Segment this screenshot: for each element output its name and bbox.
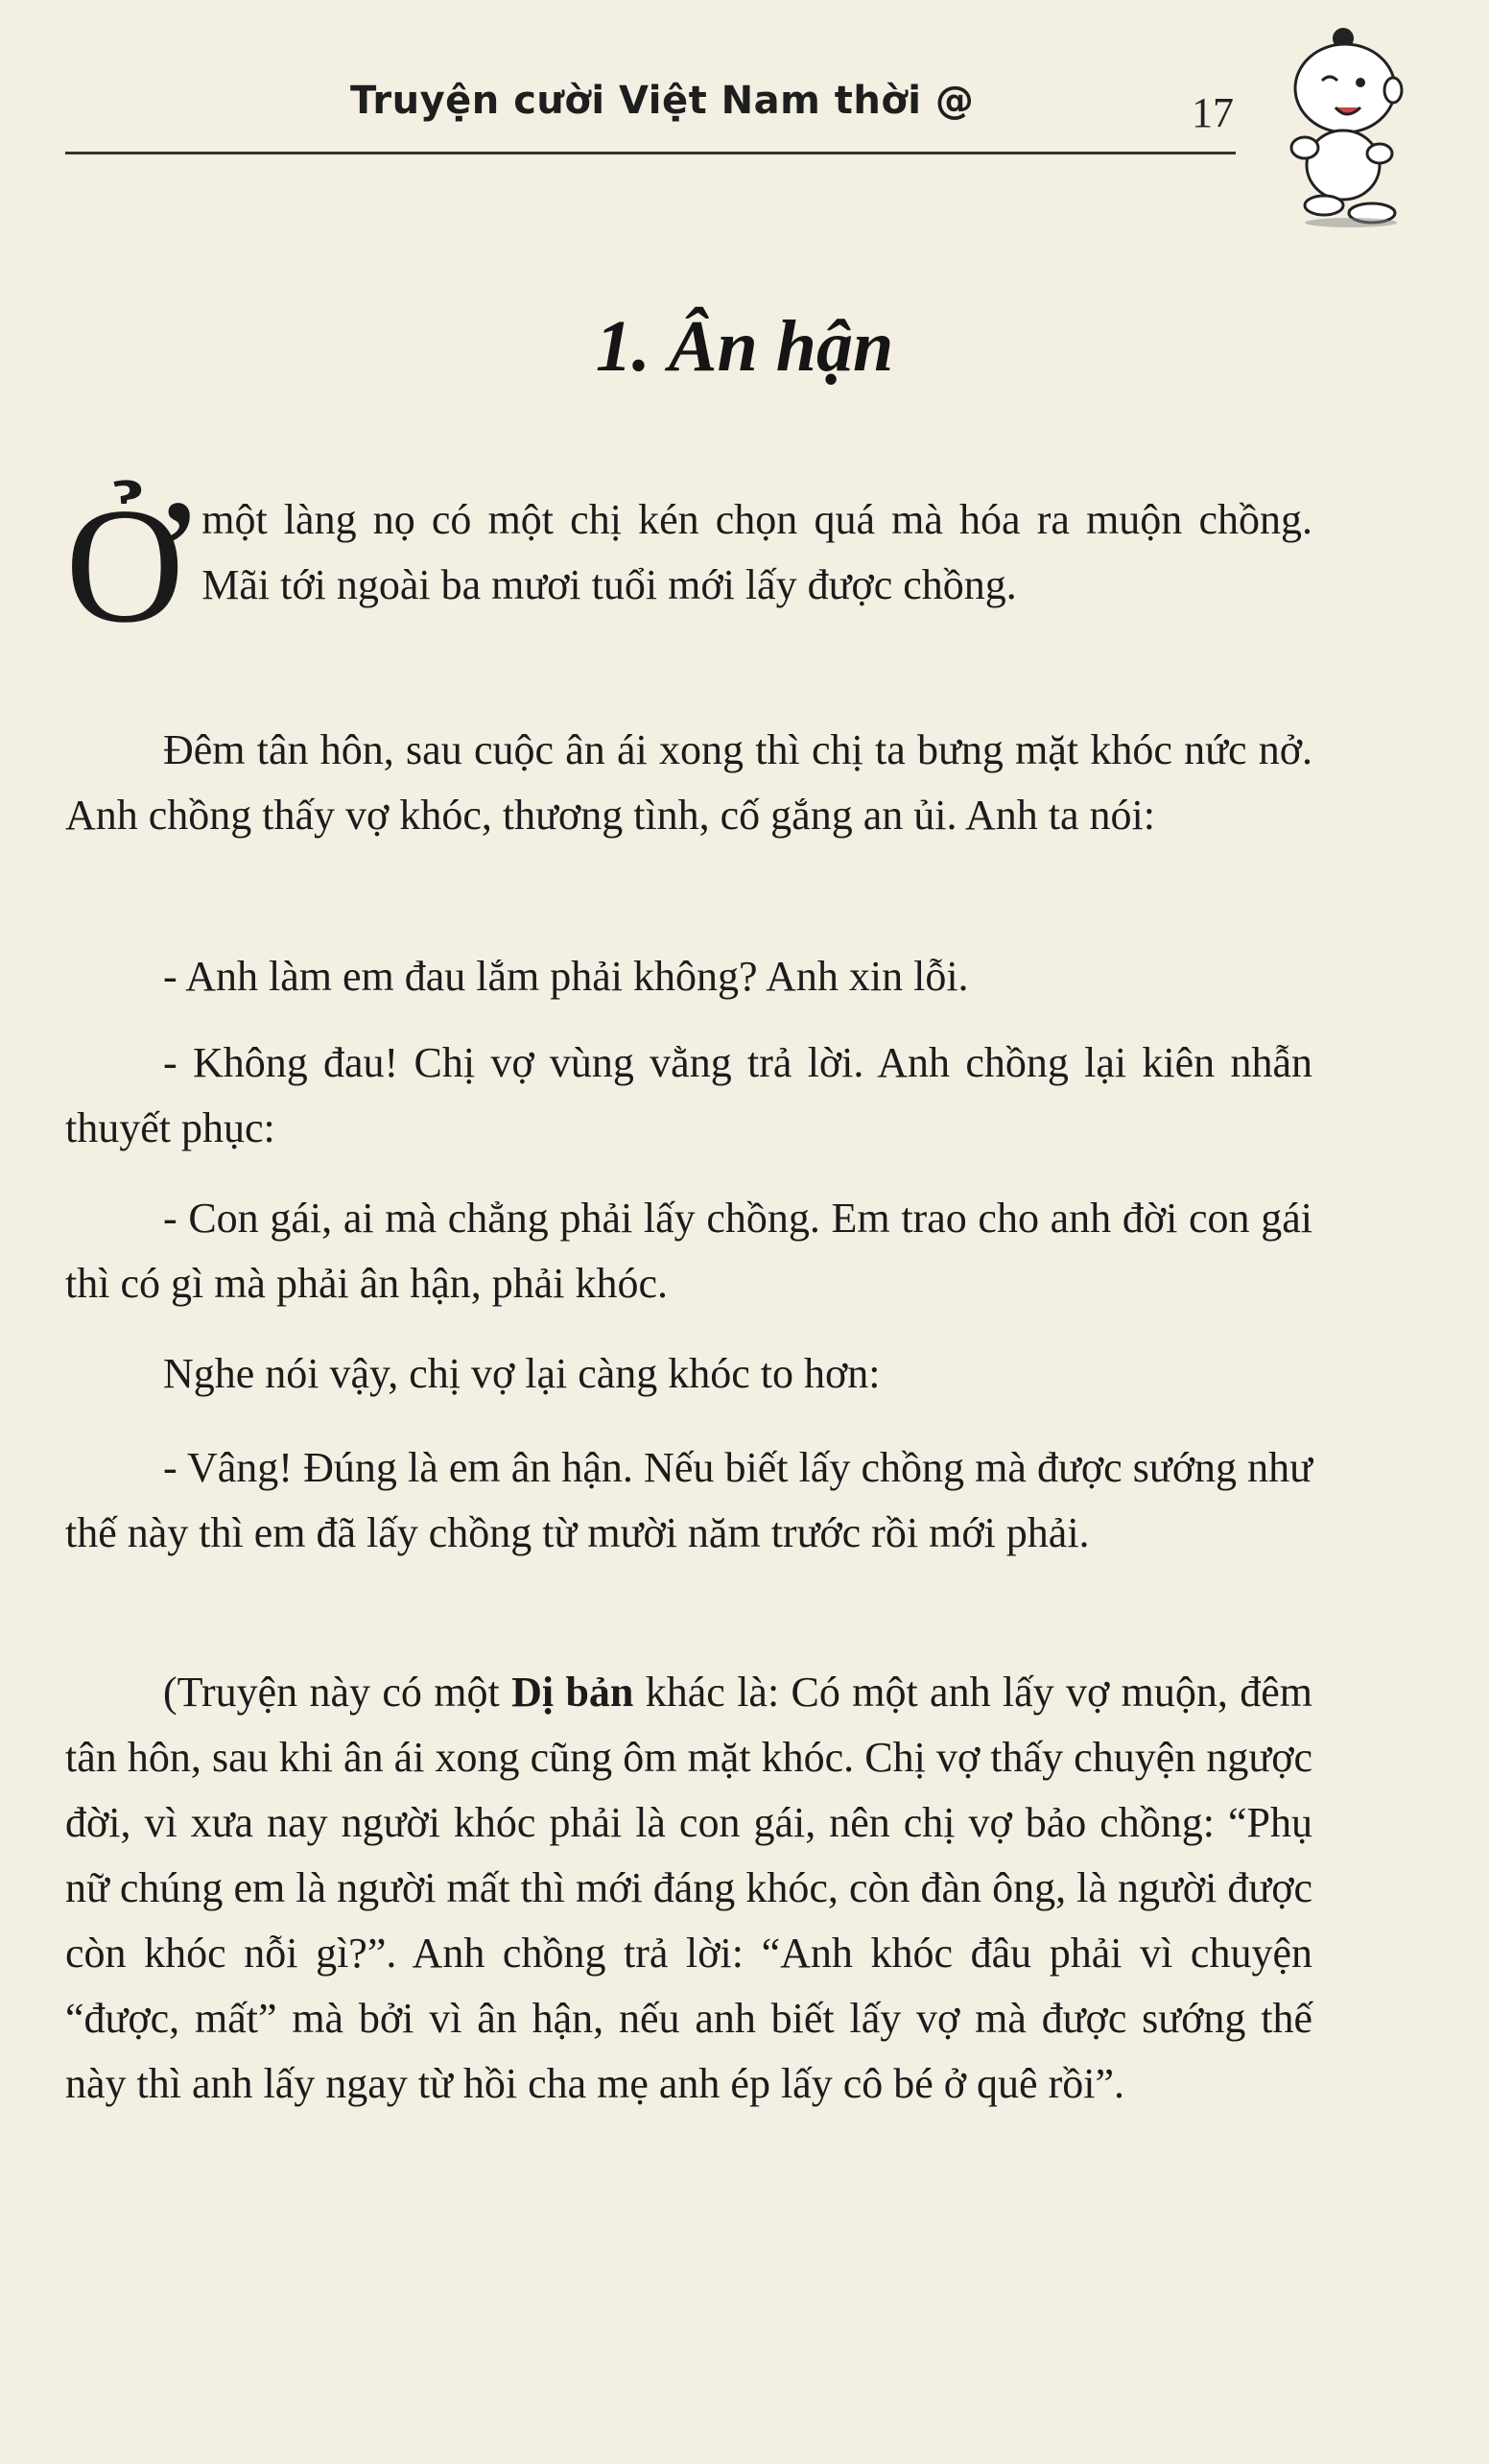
running-header-title: Truyện cười Việt Nam thời @ (350, 79, 975, 123)
story-paragraph-6 (65, 1435, 1312, 1566)
story-opening (65, 475, 1312, 657)
story-paragraph-4 (65, 1186, 1312, 1316)
opening-text: một làng nọ có một chị kén chọn quá mà hóa ra muộn chồng. Mãi tới ngoài ba mươi tuổi mới lấy được chồng. (201, 496, 1312, 608)
paragraph-text: Đêm tân hôn, sau cuộc ân ái xong thì chị ta bưng mặt khóc nức nở. Anh chồng thấy vợ khóc, thương tình, cố gắng an ủi. Anh ta nói: (65, 726, 1312, 839)
paragraph-text: Nghe nói vậy, chị vợ lại càng khóc to hơn: (163, 1350, 881, 1397)
story-paragraph-2 (65, 944, 1312, 1009)
header-rule (65, 152, 1236, 154)
story-variant-note (65, 1660, 1312, 2117)
cartoon-child-mascot-icon (1276, 13, 1420, 229)
paragraph-text: - Vâng! Đúng là em ân hận. Nếu biết lấy chồng mà được sướng như thế này thì em đã lấy chồng từ mười năm trước rồi mới phải. (65, 1444, 1312, 1556)
variant-text-after: khác là: Có một anh lấy vợ muộn, đêm tân hôn, sau khi ân ái xong cũng ôm mặt khóc. Chị vợ thấy chuyện ngược đời, vì xưa nay người khóc phải là con gái, nên chị vợ bảo chồng: “Phụ nữ chúng em là người mất thì mới đáng khóc, còn đàn ông, là người được còn khóc nỗi gì?”. Anh chồng trả lời: “Anh khóc đâu phải vì chuyện “được, mất” mà bởi vì ân hận, nếu anh biết lấy vợ mà được sướng thế này thì anh lấy ngay từ hồi cha mẹ anh ép lấy cô bé ở quê rồi”. (65, 1669, 1312, 2107)
drop-cap: Ở (65, 475, 185, 657)
paragraph-text: - Anh làm em đau lắm phải không? Anh xin lỗi. (163, 953, 969, 1000)
paragraph-text: - Không đau! Chị vợ vùng vằng trả lời. Anh chồng lại kiên nhẫn thuyết phục: (65, 1039, 1312, 1151)
story-paragraph-5 (65, 1341, 1312, 1407)
paragraph-text: - Con gái, ai mà chẳng phải lấy chồng. Em trao cho anh đời con gái thì có gì mà phải ân hận, phải khóc. (65, 1195, 1312, 1307)
story-title: 1. Ân hận (595, 306, 894, 387)
variant-term: Dị bản (511, 1669, 634, 1716)
story-paragraph-1 (65, 718, 1312, 848)
story-paragraph-3 (65, 1031, 1312, 1161)
variant-text-before: (Truyện này có một (163, 1669, 512, 1716)
page-number: 17 (1192, 89, 1234, 136)
